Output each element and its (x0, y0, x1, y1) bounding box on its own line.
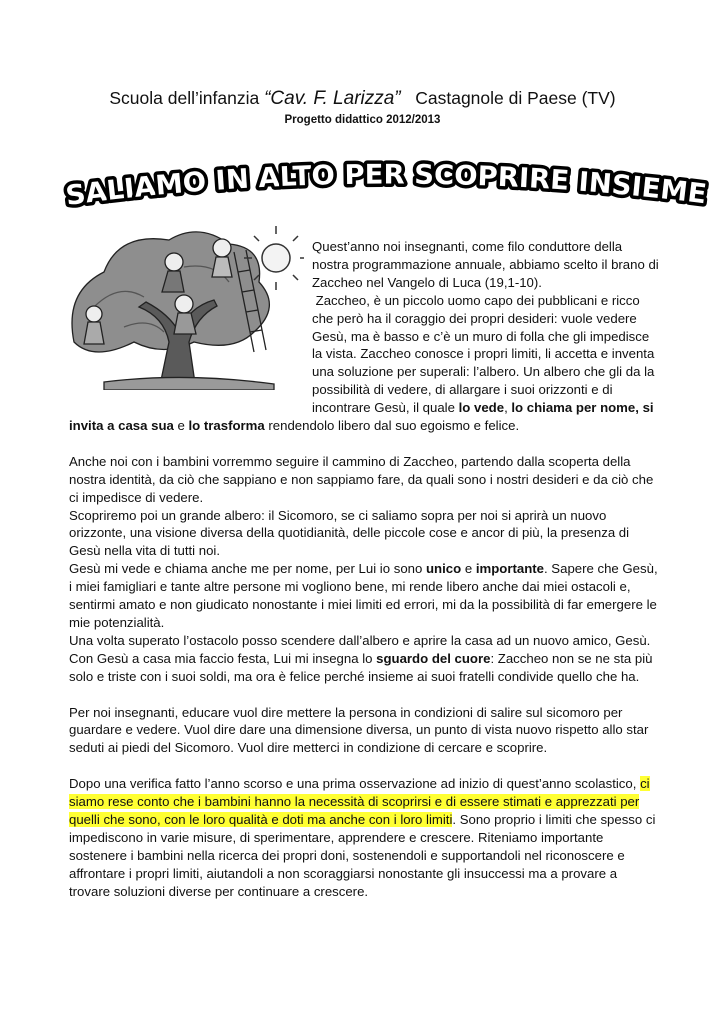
paragraph-5 (69, 632, 659, 686)
paragraph-4 (69, 560, 659, 632)
p7-part-c: . Sono proprio i limiti che spesso ci impediscono in varie misure, di sperimentare, apprendere e crescere. Riteniamo importante sostenere i bambini nella ricerca dei propri doni, sostenendoli e supportandoli nel riconoscere e affrontare i propri limiti, aiutandoli a non scoraggiarsi nonostante gli insuccessi ma a provare a trovare soluzioni diverse per continuare a crescere. (69, 811, 656, 899)
p4-part-c: . Sapere che Gesù, i miei famigliari e tante altre persone mi vogliono bene, mi rende libero anche dai miei ostacoli e, sentirmi amato e non giudicato nonostante i miei limiti ed errori, mi da la possibilità di far emergere le mie potenzialità. (69, 561, 658, 631)
p7-part-a: Dopo una verifica fatto l’anno scorso e una prima osservazione ad inizio di quest’anno scolastico, (69, 776, 641, 792)
p4-part-a: Gesù mi vede e chiama anche me per nome, per Lui io sono (69, 561, 426, 577)
intro-bold-3: lo trasforma (188, 418, 265, 434)
title-art (62, 160, 722, 220)
intro-bold-1: lo vede (458, 400, 505, 416)
intro-part-b: Zaccheo, è un piccolo uomo capo dei pubblicani e ricco che però ha il coraggio dei propri desideri: vuole vedere Gesù, ma è basso e c’è un muro di folla che gli impedisce la vista. Zaccheo conosce i propri limiti, li accetta e inventa una soluzione per superali: l’albero. Un albero che gli da la possibilità di vedere, di allargare i suoi orizzonti e di incontrare Gesù, il quale (312, 292, 655, 416)
p7-highlight: ci siamo rese conto che i bambini hanno la necessità di scoprirsi e di essere stimati e apprezzati per quelli che sono, con le loro qualità e doti ma anche con i loro limiti (69, 776, 650, 827)
p5-bold: sguardo del cuore (376, 650, 491, 666)
school-name-line (0, 88, 725, 110)
document-header (0, 88, 725, 126)
intro-part-c: rendendolo libero dal suo egoismo e felice. (264, 418, 520, 434)
school-prefix: Scuola dell’infanzia (109, 88, 260, 108)
school-name: “Cav. F. Larizza” (264, 88, 401, 109)
intro-bold-2: lo chiama per nome, si invita a casa sua (69, 400, 654, 434)
paragraph-2: Anche noi con i bambini vorremmo seguire il cammino di Zaccheo, partendo dalla scoperta della nostra identità, da ciò che sappiano e non sappiamo fare, da quali sono i nostri desideri e da ciò che ci impedisce di vedere. (69, 453, 654, 505)
title-text: SALIAMO IN ALTO PER SCOPRIRE INSIEME (63, 160, 708, 212)
school-place: Castagnole di Paese (TV) (415, 88, 616, 108)
paragraph-7 (69, 775, 659, 900)
p5-part-a: Una volta superato l’ostacolo posso scendere dall’albero e aprire la casa ad un nuovo amico, Gesù. Con Gesù a casa mia faccio festa, Lui mi insegna lo (69, 632, 651, 666)
p5-part-c: : Zaccheo non se ne sta più solo e triste con i suoi soldi, ma ora è felice perché insieme ai suoi fratelli condivide quello che ha. (69, 650, 653, 684)
page-title (62, 160, 722, 220)
illustration-spacer (69, 238, 312, 400)
paragraph-6: Per noi insegnanti, educare vuol dire mettere la persona in condizioni di salire sul sicomoro per guardare e vedere. Vuol dire dare una dimensione diversa, un punto di vista nuovo rispetto allo star seduti ai piedi del Sicomoro. Vuol dire metterci in condizione di cercare e scoprire. (69, 704, 649, 756)
intro-part-a: Quest’anno noi insegnanti, come filo conduttore della nostra programmazione annuale, abbiamo scelto il brano di Zaccheo nel Vangelo di Luca (19,1-10). (312, 239, 659, 290)
project-line: Progetto didattico 2012/2013 (284, 114, 441, 126)
paragraph-intro: Quest’anno noi insegnanti, come filo conduttore della nostra programmazione annuale, abbiamo scelto il brano di Zaccheo nel Vangelo di Luca (19,1-10). Zaccheo, è un piccolo uomo capo dei pubblicani e ricco che però ha il coraggio dei propri desideri: vuole vedere Gesù, ma è basso e c’è un muro di folla che gli impedisce la vista. Zaccheo conosce i propri limiti, li accetta e inventa una soluzione per superali: l’albero. Un albero che gli da la possibilità di vedere, di allargare i suoi orizzonti e di incontrare Gesù, il quale lo vede, lo chiama per nome, si invita a casa sua e lo trasforma rendendolo libero dal suo egoismo e felice. (69, 239, 659, 434)
p4-mid: e (461, 561, 476, 577)
p4-bold-unico: unico (426, 561, 462, 577)
paragraph-3: Scopriremo poi un grande albero: il Sicomoro, se ci saliamo sopra per noi si aprirà un nuovo orizzonte, una visione diversa della quotidianità, delle piccole cose e ancor di più, la presenza di Gesù nella vita di tutti noi. (69, 507, 630, 559)
p4-bold-importante: importante (475, 561, 544, 577)
svg-text:SALIAMO IN ALTO PER SCOPRIRE I (64, 160, 708, 212)
document-body (69, 238, 659, 900)
